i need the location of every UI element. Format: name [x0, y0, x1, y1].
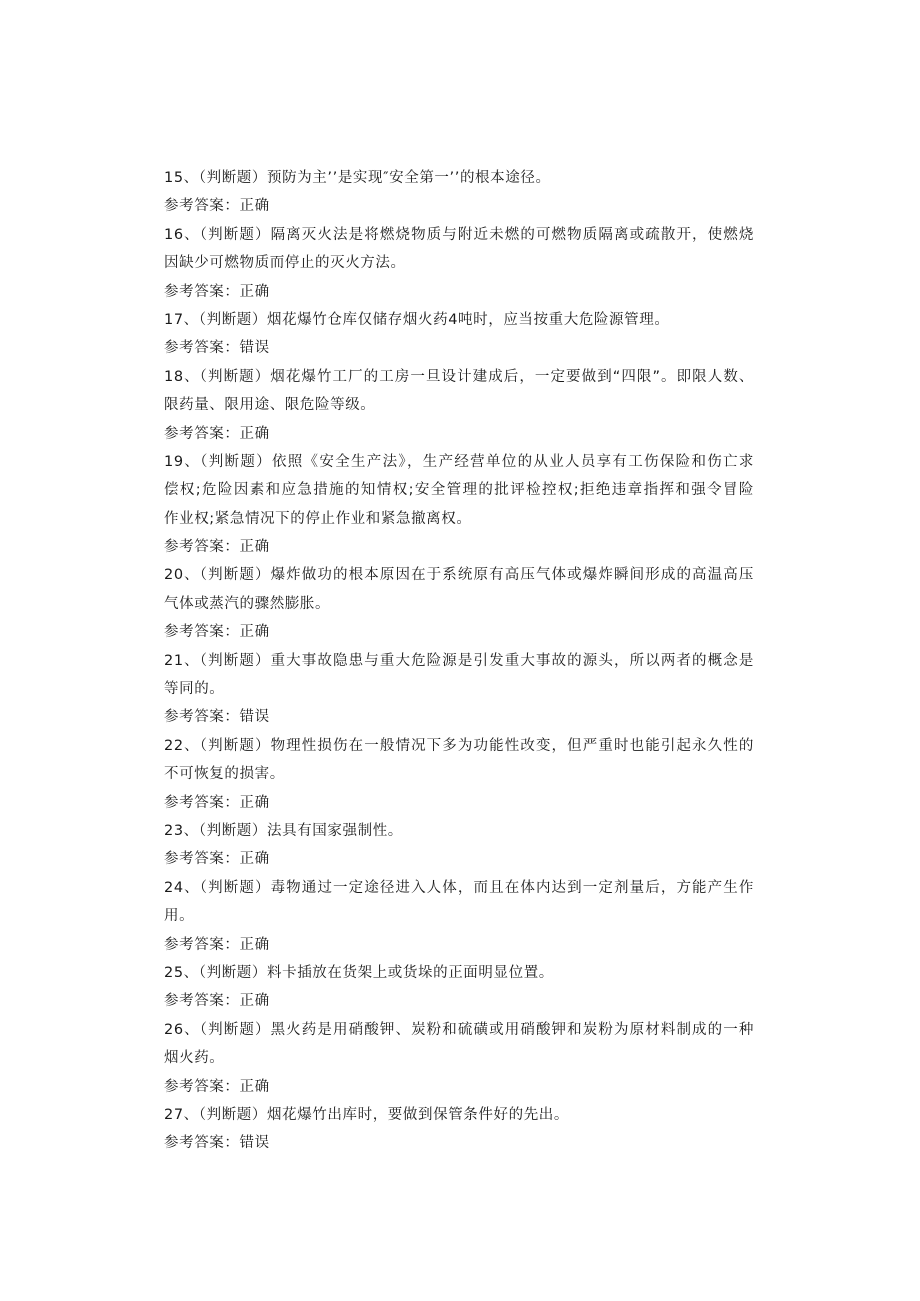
answer-line: 参考答案：正确 [164, 198, 270, 215]
question-text-line: 气体或蒸汽的骤然膨胀。 [164, 595, 331, 612]
question-text-line: 23、（判断题）法具有国家强制性。 [164, 822, 403, 839]
question-item [164, 164, 754, 221]
question-item [164, 363, 754, 448]
question-text-line: 19、（判断题）依照《安全生产法》，生产经营单位的从业人员享有工伤保险和伤亡求 [164, 453, 754, 470]
answer-line: 参考答案：正确 [164, 993, 270, 1010]
question-text-line: 21、（判断题）重大事故隐患与重大危险源是引发重大事故的源头，所以两者的概念是 [164, 652, 754, 669]
question-text-line: 20、（判断题）爆炸做功的根本原因在于系统原有高压气体或爆炸瞬间形成的高温高压 [164, 567, 754, 584]
question-item [164, 1101, 754, 1158]
question-text-line: 27、（判断题）烟花爆竹出库时，要做到保管条件好的先出。 [164, 1106, 569, 1123]
answer-line: 参考答案：正确 [164, 283, 270, 300]
question-text-line: 16、（判断题）隔离灭火法是将燃烧物质与附近未燃的可燃物质隔离或疏散开，使燃烧 [164, 226, 754, 243]
question-text-line: 烟火药。 [164, 1050, 225, 1067]
answer-line: 参考答案：正确 [164, 851, 270, 868]
question-item [164, 732, 754, 817]
question-item [164, 647, 754, 732]
question-text-line: 限药量、限用途、限危险等级。 [164, 397, 376, 414]
question-item [164, 874, 754, 959]
question-item [164, 561, 754, 646]
answer-line: 参考答案：正确 [164, 794, 270, 811]
answer-line: 参考答案：正确 [164, 1078, 270, 1095]
question-text-line: 26、（判断题）黑火药是用硝酸钾、炭粉和硫磺或用硝酸钾和炭粉为原材料制成的一种 [164, 1021, 754, 1038]
question-item [164, 1016, 754, 1101]
question-text-line: 25、（判断题）料卡插放在货架上或货垛的正面明显位置。 [164, 964, 554, 981]
question-text-line: 15、（判断题）预防为主’’是实现″安全第一’’的根本途径。 [164, 170, 551, 186]
question-text-line: 18、（判断题）烟花爆竹工厂的工房一旦设计建成后，一定要做到“四限”。即限人数、 [164, 368, 754, 385]
question-item [164, 448, 754, 562]
answer-line: 参考答案：正确 [164, 936, 270, 953]
question-item [164, 306, 754, 363]
question-text-line: 用。 [164, 908, 195, 925]
question-text-line: 因缺少可燃物质而停止的灭火方法。 [164, 255, 406, 272]
answer-line: 参考答案：错误 [164, 1135, 270, 1152]
question-text-line: 24、（判断题）毒物通过一定途径进入人体，而且在体内达到一定剂量后，方能产生作 [164, 879, 754, 896]
question-item [164, 817, 754, 874]
question-item [164, 221, 754, 306]
question-text-line: 17、（判断题）烟花爆竹仓库仅储存烟火药4吨时，应当按重大危险源管理。 [164, 311, 670, 328]
question-text-line: 偿权;危险因素和应急措施的知情权;安全管理的批评检控权;拒绝违章指挥和强令冒险 [164, 482, 754, 499]
question-text-line: 作业权;紧急情况下的停止作业和紧急撤离权。 [164, 510, 472, 527]
question-text-line: 22、（判断题）物理性损伤在一般情况下多为功能性改变，但严重时也能引起永久性的 [164, 737, 754, 754]
question-list [164, 164, 754, 1158]
answer-line: 参考答案：错误 [164, 709, 270, 726]
question-text-line: 等同的。 [164, 681, 225, 698]
question-text-line: 不可恢复的损害。 [164, 766, 285, 783]
answer-line: 参考答案：正确 [164, 425, 270, 442]
answer-line: 参考答案：错误 [164, 340, 270, 357]
answer-line: 参考答案：正确 [164, 624, 270, 641]
answer-line: 参考答案：正确 [164, 539, 270, 556]
question-item [164, 959, 754, 1016]
